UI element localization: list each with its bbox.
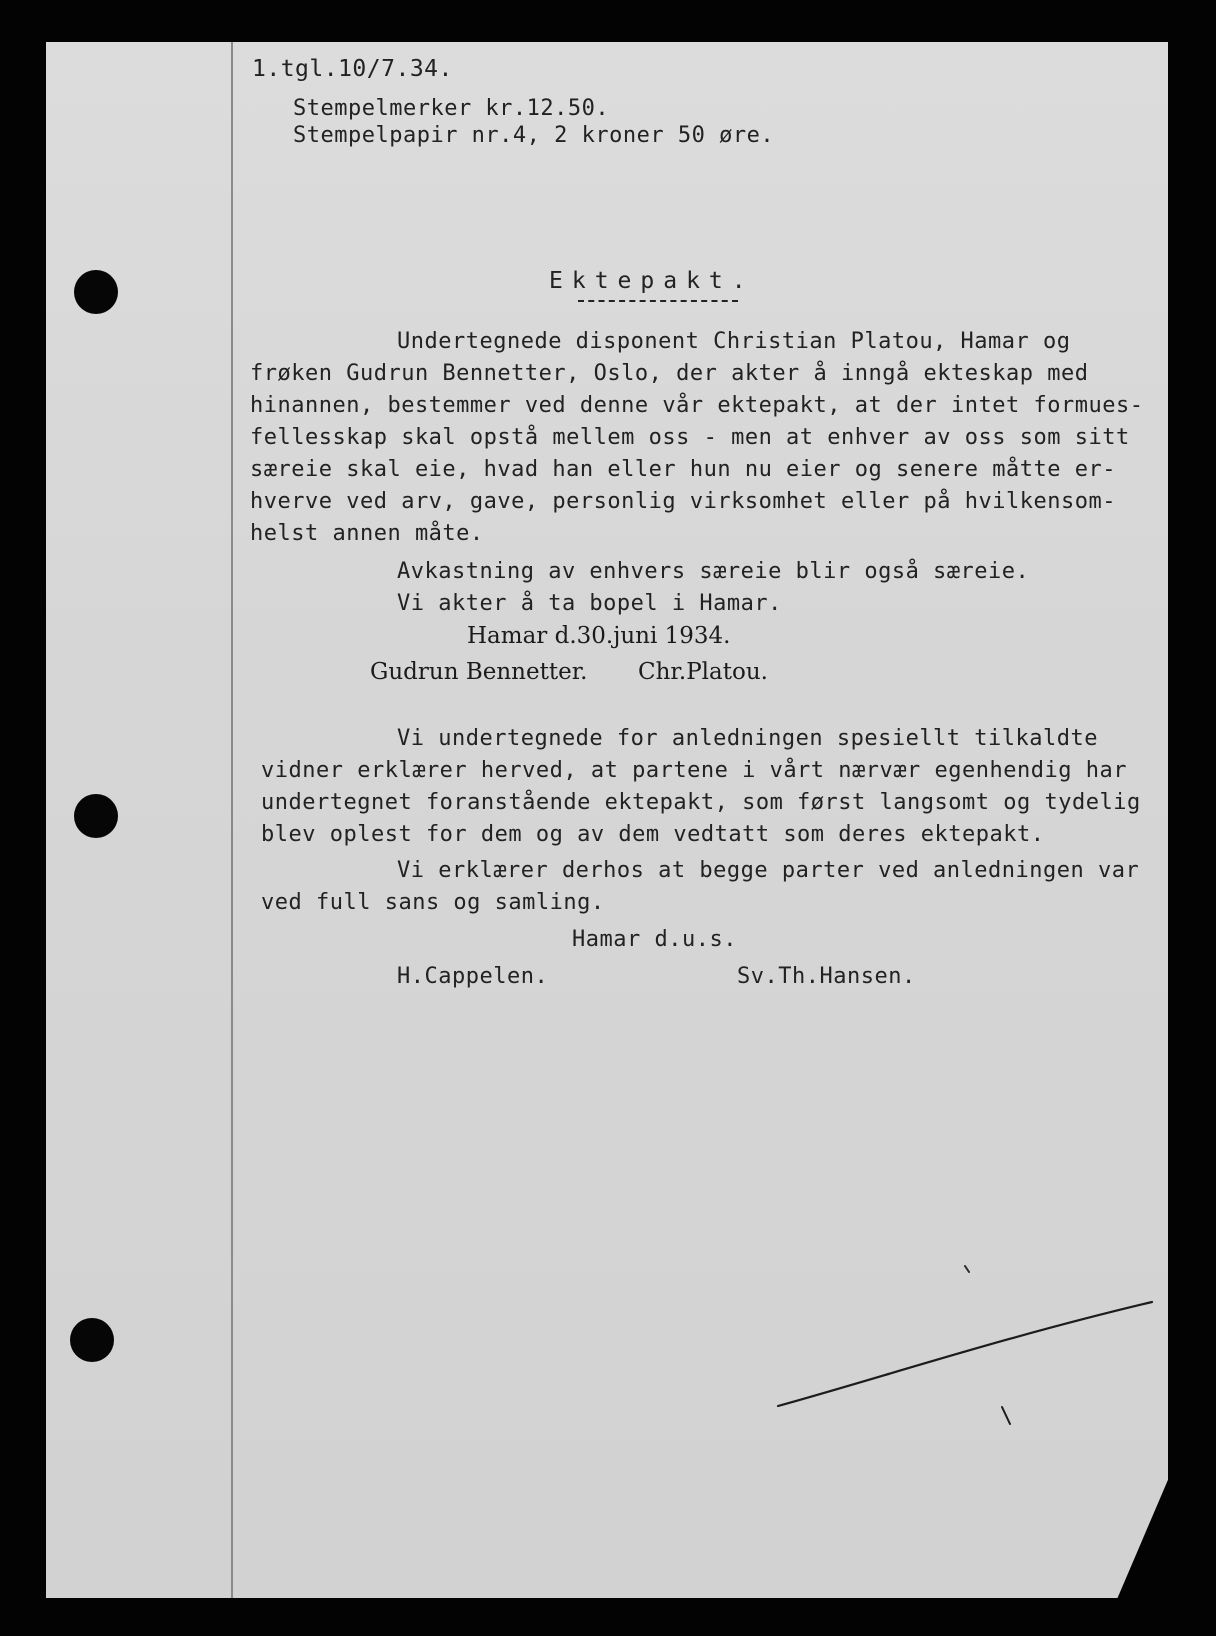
witness-line: Vi undertegnede for anledningen spesiellt tilkaldte xyxy=(397,726,1099,751)
contract-line: fellesskap skal opstå mellem oss - men at enhver av oss som sitt xyxy=(250,425,1130,450)
contract-line: særeie skal eie, hvad han eller hun nu eier og senere måtte er- xyxy=(250,457,1116,482)
contract-line: Undertegnede disponent Christian Platou, Hamar og xyxy=(397,329,1071,354)
witness-line: vidner erklærer herved, at partene i vårt nærvær egenhendig har xyxy=(261,758,1127,783)
contract-line: frøken Gudrun Bennetter, Oslo, der akter å inngå ekteskap med xyxy=(250,361,1089,386)
signature-bride: Gudrun Bennetter. xyxy=(370,659,588,685)
stamp-line-2: Stempelpapir nr.4, 2 kroner 50 øre. xyxy=(293,123,775,148)
contract-line: helst annen måte. xyxy=(250,521,484,546)
document-title: Ektepakt. xyxy=(549,268,755,294)
contract-place-date: Hamar d.30.juni 1934. xyxy=(467,623,731,649)
signature-groom: Chr.Platou. xyxy=(638,659,768,685)
contract-line: hverve ved arv, gave, personlig virksomhet eller på hvilkensom- xyxy=(250,489,1116,514)
witness-line: undertegnet foranstående ektepakt, som først langsomt og tydelig xyxy=(261,790,1141,815)
witness-line: Vi erklærer derhos at begge parter ved anledningen var xyxy=(397,858,1140,883)
contract-line: hinannen, bestemmer ved denne vår ektepakt, at der intet formues- xyxy=(250,393,1144,418)
registration-note: 1.tgl.10/7.34. xyxy=(252,56,453,82)
bopel-line: Vi akter å ta bopel i Hamar. xyxy=(397,591,782,616)
witness-signature-1: H.Cappelen. xyxy=(397,964,549,989)
witness-line: ved full sans og samling. xyxy=(261,890,605,915)
stamp-line-1: Stempelmerker kr.12.50. xyxy=(293,96,610,121)
witness-line: blev oplest for dem og av dem vedtatt som deres ektepakt. xyxy=(261,822,1045,847)
avkastning-line: Avkastning av enhvers særeie blir også særeie. xyxy=(397,559,1030,584)
witness-signature-2: Sv.Th.Hansen. xyxy=(737,964,916,989)
witness-place-date: Hamar d.u.s. xyxy=(572,927,737,952)
